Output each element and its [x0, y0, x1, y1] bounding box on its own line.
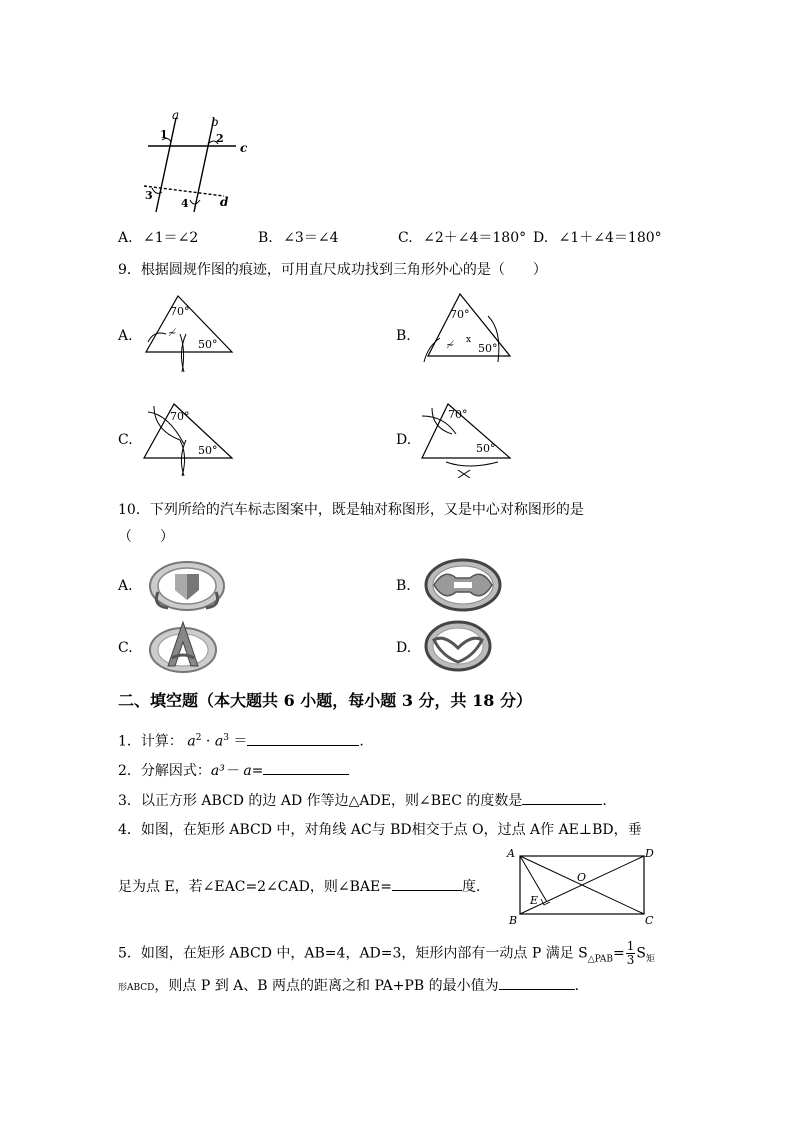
q5-fraction	[626, 940, 636, 967]
parallel-lines-figure	[138, 108, 258, 214]
q1-end: .	[359, 733, 364, 750]
q10-option-b-letter[interactable]: B.	[396, 578, 411, 594]
mazda-logo	[424, 620, 492, 672]
q10-option-d-letter[interactable]: D.	[396, 640, 412, 656]
q10-option-c-letter[interactable]: C.	[118, 640, 133, 656]
section-2-title: 二、填空题（本大题共 6 小题，每小题 3 分，共 18 分）	[118, 691, 532, 710]
angle-70-label: 70°	[448, 408, 468, 421]
fill-q5-line1	[118, 940, 655, 969]
option-letter: A.	[118, 230, 133, 246]
option-text: ∠2＋∠4＝180°	[423, 230, 527, 246]
angle-3-label: 3	[145, 189, 153, 202]
q10-stem-line2: （ ）	[118, 529, 174, 545]
point-o-label: O	[577, 871, 587, 884]
q4-unit: 度.	[461, 879, 481, 895]
q1-base-a2: a	[214, 733, 224, 750]
q9-option-d-letter[interactable]: D.	[396, 432, 412, 448]
q5-end: .	[574, 978, 580, 994]
q4-text: 足为点 E，若∠EAC=2∠CAD，则∠BAE=	[118, 879, 392, 895]
q9-triangle-b	[418, 290, 518, 370]
angle-70-label: 70°	[170, 305, 190, 318]
great-wall-logo	[148, 560, 226, 612]
q5-s: S	[636, 945, 647, 962]
option-letter: D.	[533, 230, 549, 246]
brilliance-logo	[148, 620, 218, 676]
svg-text:≁: ≁	[446, 340, 455, 351]
fill-q1	[118, 728, 364, 752]
line-b-label: b	[211, 115, 219, 129]
q10-option-a-letter[interactable]: A.	[118, 578, 133, 594]
q9-option-b-letter[interactable]: B.	[396, 328, 411, 344]
q1-exp-2: 2	[195, 733, 202, 743]
q1-dot: ·	[205, 733, 211, 750]
hino-logo	[424, 558, 502, 612]
q9-stem: 9．根据圆规作图的痕迹，可用直尺成功找到三角形外心的是（ ）	[118, 262, 547, 278]
q8-option-d[interactable]	[533, 228, 662, 248]
angle-70-label: 70°	[170, 410, 190, 423]
fill-q2	[118, 760, 349, 781]
svg-text:x: x	[466, 335, 472, 345]
q1-answer-blank[interactable]	[247, 731, 359, 746]
q5-numerator: 1	[626, 939, 635, 953]
angle-70-label: 70°	[450, 308, 470, 321]
q8-option-b[interactable]	[258, 228, 338, 248]
option-text: ∠1＋∠4＝180°	[558, 230, 662, 246]
vertex-a-label: A	[507, 847, 515, 860]
q5-sub-pab: △PAB	[587, 954, 614, 965]
angle-2-label: 2	[216, 132, 224, 145]
option-text: ∠1＝∠2	[143, 230, 199, 246]
vertex-c-label: C	[645, 914, 654, 927]
svg-text:≁: ≁	[168, 328, 177, 339]
line-a-label: a	[172, 108, 180, 122]
q5-text2: ，则点 P 到 A、B 两点的距离之和 PA+PB 的最小值为	[154, 978, 499, 994]
q8-option-a[interactable]	[118, 228, 198, 248]
angle-50-label: 50°	[476, 442, 496, 455]
angle-50-label: 50°	[478, 342, 498, 355]
q9-triangle-a	[140, 290, 240, 378]
angle-1-label: 1	[160, 128, 168, 141]
vertex-d-label: D	[645, 847, 654, 860]
line-d-label: d	[220, 195, 229, 209]
q9-option-a-letter[interactable]: A.	[118, 328, 133, 344]
fill-q4-line2	[118, 876, 480, 897]
fill-q5-line2	[118, 975, 579, 998]
angle-50-label: 50°	[198, 444, 218, 457]
q9-triangle-c	[140, 394, 240, 482]
q10-stem-line1: 10．下列所给的汽车标志图案中，既是轴对称图形，又是中心对称图形的是	[118, 502, 584, 518]
q5-denominator: 3	[626, 953, 635, 967]
angle-4-label: 4	[181, 197, 189, 210]
option-text: ∠3＝∠4	[283, 230, 339, 246]
q2-expression: a³－ a=	[210, 763, 264, 779]
fill-q3	[118, 790, 607, 811]
q5-eq: =	[613, 945, 625, 962]
rectangle-abcd-figure	[504, 844, 664, 928]
q1-equals: ＝	[233, 733, 248, 750]
angle-50-label: 50°	[198, 338, 218, 351]
q8-option-c[interactable]	[398, 228, 526, 248]
q3-end: .	[602, 793, 607, 809]
q5-sub-rect-a: 矩	[646, 954, 656, 965]
option-letter: C.	[398, 230, 413, 246]
q5-sub-rect-b: 形ABCD	[118, 983, 155, 993]
option-letter: B.	[258, 230, 273, 246]
q1-base-a: a	[187, 733, 196, 750]
vertex-b-label: B	[509, 914, 518, 927]
q5-text: 5．如图，在矩形 ABCD 中，AB=4，AD=3，矩形内部有一动点 P 满足 S	[118, 945, 588, 962]
q5-answer-blank[interactable]	[499, 975, 575, 990]
q1-exp-3: 3	[223, 733, 229, 743]
q9-triangle-d	[418, 394, 518, 478]
q4-answer-blank[interactable]	[392, 876, 462, 891]
line-c-label: c	[240, 141, 248, 155]
q3-answer-blank[interactable]	[522, 790, 602, 805]
fill-q4-line1: 4．如图，在矩形 ABCD 中，对角线 AC与 BD相交于点 O，过点 A作 AE⊥BD，垂	[118, 822, 642, 838]
q2-answer-blank[interactable]	[263, 760, 349, 775]
q2-prefix: 2．分解因式：	[118, 763, 211, 779]
q9-option-c-letter[interactable]: C.	[118, 432, 133, 448]
point-e-label: E	[530, 894, 539, 907]
q1-prefix: 1．计算：	[118, 733, 183, 750]
q3-text: 3．以正方形 ABCD 的边 AD 作等边△ADE，则∠BEC 的度数是	[118, 793, 523, 809]
